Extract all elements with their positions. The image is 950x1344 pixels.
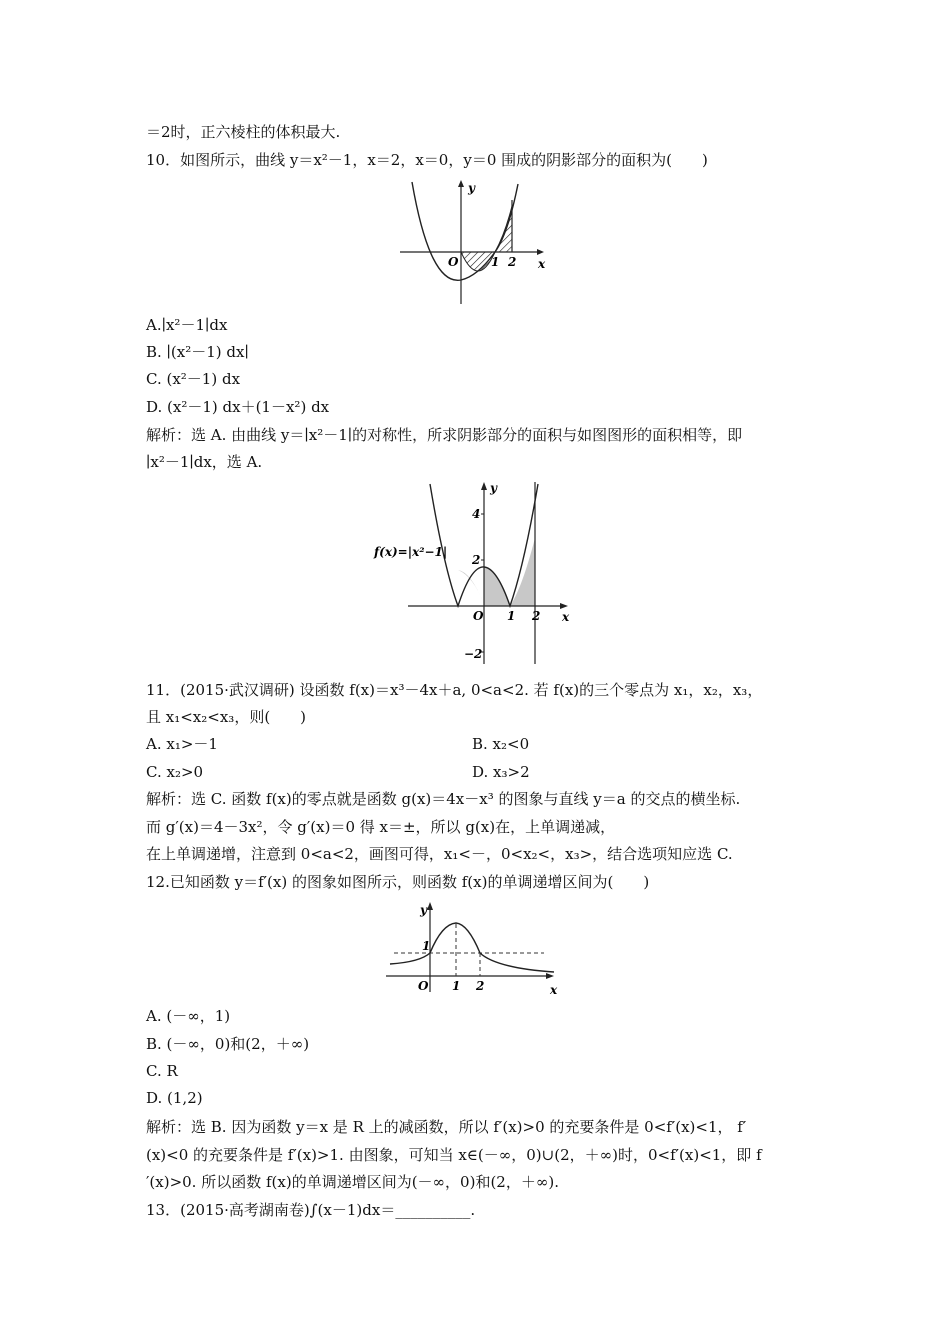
solution-line: ′(x)>0. 所以函数 f(x)的单调递增区间为(－∞，0)和(2，＋∞). [146,1173,559,1191]
shaded-region-above [495,206,512,252]
y-axis-label: y [490,481,497,495]
option-A: A.∣x²－1∣dx [146,316,228,334]
x-axis-label: x [538,257,546,271]
tick-label-2: 2 [476,979,485,993]
option-C: C. R [146,1062,178,1080]
option-C: C. x₂>0 [146,763,204,781]
solution-line: 解析：选 A. 由曲线 y＝∣x²－1∣的对称性，所求阴影部分的面积与如图图形的面积相等，即 [146,426,743,444]
shaded-area-0-to-1 [484,567,510,606]
y-axis-label: y [420,903,427,917]
y-axis-label: y [468,181,475,195]
solution-line: (x)<0 的充要条件是 f′(x)>1. 由图象，可知当 x∈(－∞，0)∪(2，＋∞)时，0<f′(x)<1，即 f [146,1146,762,1164]
solution-line: ∣x²－1∣dx，选 A. [146,453,263,471]
y-tick-2: 2 [472,553,481,567]
parabola-curve [412,182,518,280]
shaded-region-below [461,252,495,271]
y-tick-neg2: −2 [464,647,483,661]
tick-label-1: 1 [507,609,516,623]
question-13: 13．(2015·高考湖南卷)∫(x－1)dx＝__________. [146,1201,476,1219]
tick-label-2: 2 [532,609,541,623]
option-A: A. (－∞，1) [146,1007,231,1025]
tick-label-2: 2 [508,255,517,269]
question-10: 10．如图所示，曲线 y＝x²－1，x＝2，x＝0，y＝0 围成的阴影部分的面积为( ) [146,151,708,169]
option-D: D. x₃>2 [472,763,530,781]
solution-line: 而 g′(x)＝4－3x²，令 g′(x)＝0 得 x＝±，所以 g(x)在，上单调递减， [146,818,616,836]
tick-label-1: 1 [452,979,461,993]
shaded-region-left [453,568,484,606]
derivative-curve [390,923,554,972]
origin-label: O [473,609,484,623]
x-axis-label: x [550,983,558,997]
function-label: f(x)=|x²−1| [374,545,448,559]
question-12: 12.已知函数 y＝f′(x) 的图象如图所示，则函数 f(x)的单调递增区间为( ) [146,873,650,891]
figure-q10-solution-graph [372,478,582,668]
question-11-cont: 且 x₁<x₂<x₃，则( ) [146,708,307,726]
option-A: A. x₁>－1 [146,735,218,753]
option-D: D. (1,2) [146,1089,203,1107]
option-B: B. (－∞，0)和(2，＋∞) [146,1035,310,1053]
solution-line: 解析：选 B. 因为函数 y＝x 是 R 上的减函数，所以 f′(x)>0 的充要条件是 0<f′(x)<1， f′ [146,1118,747,1136]
tick-label-1: 1 [491,255,500,269]
question-11: 11．(2015·武汉调研) 设函数 f(x)＝x³－4x＋a, 0<a<2. 若 f(x)的三个零点为 x₁，x₂，x₃， [146,681,763,699]
option-B: B. x₂<0 [472,735,530,753]
solution-line: 解析：选 C. 函数 f(x)的零点就是函数 g(x)＝4x－x³ 的图象与直线 y＝a 的交点的横坐标. [146,790,741,808]
option-C: C. (x²－1) dx [146,370,241,388]
text-line: ＝2时，正六棱柱的体积最大. [146,123,341,141]
origin-label: O [418,979,429,993]
figure-q12-graph [384,898,564,1002]
y-tick-4: 4 [472,507,481,521]
figure-q10-graph [398,176,558,308]
origin-label: O [448,255,459,269]
option-B: B. ∣(x²－1) dx∣ [146,343,249,361]
x-axis-label: x [562,610,570,624]
y-tick-1: 1 [422,939,431,953]
option-D: D. (x²－1) dx＋(1－x²) dx [146,398,330,416]
solution-line: 在上单调递增，注意到 0<a<2，画图可得，x₁<－，0<x₂<，x₃>，结合选项知应选 C. [146,845,733,863]
